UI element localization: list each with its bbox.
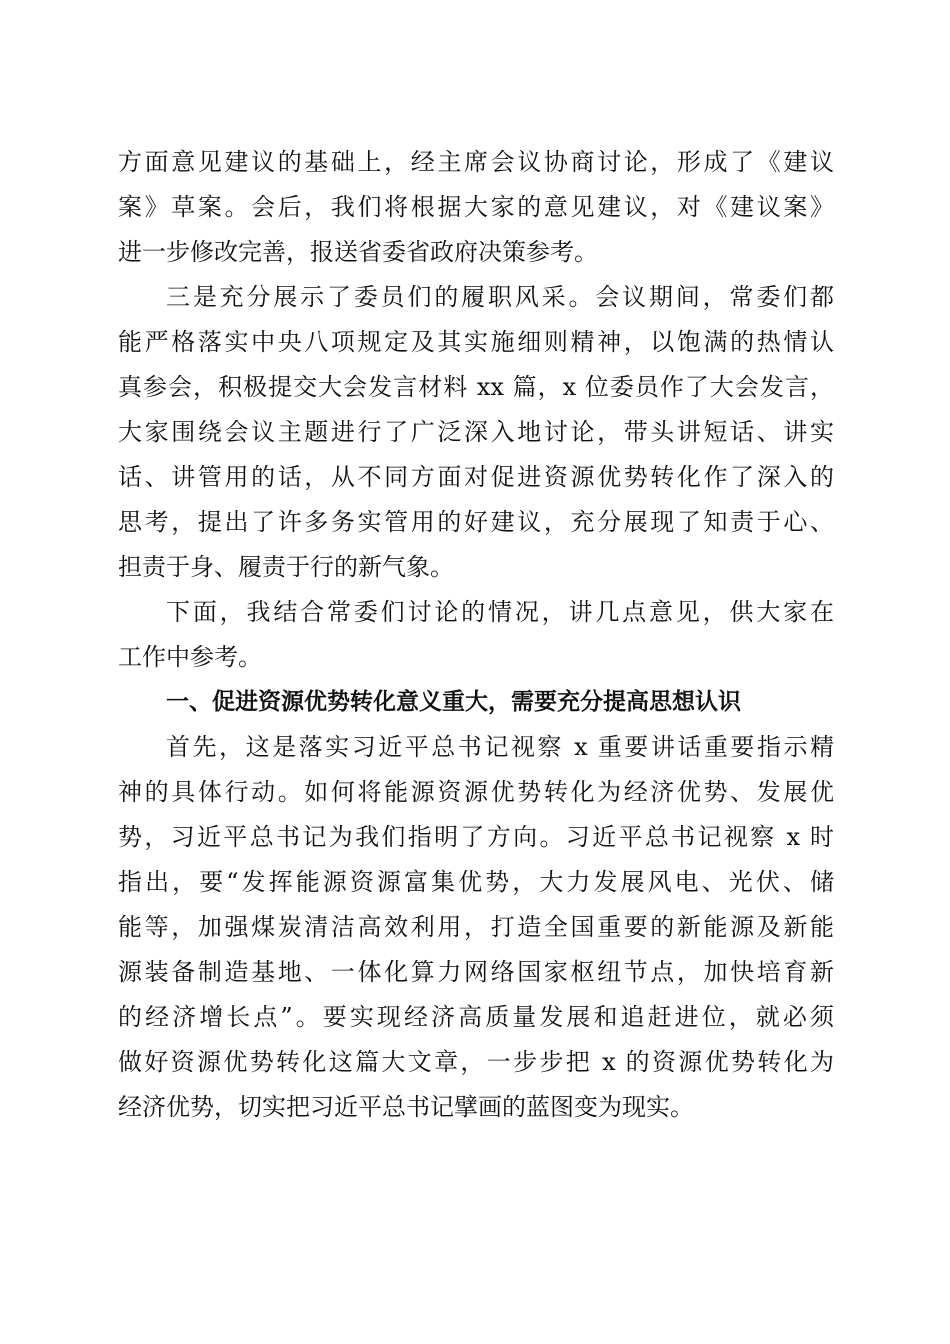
text-line: 势，习近平总书记为我们指明了方向。习近平总书记视察 x 时: [118, 823, 834, 851]
text-line: 思考，提出了许多务实管用的好建议，充分展现了知责于心、: [118, 508, 834, 536]
text-line: 案》草案。会后，我们将根据大家的意见建议，对《建议案》: [118, 193, 834, 221]
paragraph-committee-style: [118, 275, 834, 590]
text-line: 话、讲管用的话，从不同方面对促进资源优势转化作了深入的: [118, 463, 834, 491]
text-line: 工作中参考。: [118, 643, 262, 671]
text-line: 指出，要“发挥能源资源富集优势，大力发展风电、光伏、储: [118, 868, 834, 896]
text-line: 进一步修改完善，报送省委省政府决策参考。: [118, 238, 598, 266]
paragraph-continuation: [118, 140, 834, 275]
text-line: 能等，加强煤炭清洁高效利用，打造全国重要的新能源及新能: [118, 913, 834, 941]
text-line: 下面，我结合常委们讨论的情况，讲几点意见，供大家在: [166, 598, 834, 626]
text-line: 首先，这是落实习近平总书记视察 x 重要讲话重要指示精: [166, 733, 834, 761]
section-heading: [118, 680, 834, 725]
text-line: 源装备制造基地、一体化算力网络国家枢纽节点，加快培育新: [118, 958, 834, 986]
document-body: [118, 140, 834, 1130]
text-line: 真参会，积极提交大会发言材料 xx 篇，x 位委员作了大会发言，: [118, 373, 834, 401]
text-line: 的经济增长点”。要实现经济高质量发展和追赶进位，就必须: [118, 1003, 834, 1031]
text-line: 担责于身、履责于行的新气象。: [118, 553, 454, 581]
paragraph-first-point: [118, 725, 834, 1130]
text-line: 三是充分展示了委员们的履职风采。会议期间，常委们都: [166, 283, 834, 311]
text-line: 经济优势，切实把习近平总书记擘画的蓝图变为现实。: [118, 1093, 694, 1121]
paragraph-intro: [118, 590, 834, 680]
text-line: 能严格落实中央八项规定及其实施细则精神，以饱满的热情认: [118, 328, 834, 356]
text-line: 神的具体行动。如何将能源资源优势转化为经济优势、发展优: [118, 778, 834, 806]
text-line: 做好资源优势转化这篇大文章，一步步把 x 的资源优势转化为: [118, 1048, 834, 1076]
heading-line: 一、促进资源优势转化意义重大，需要充分提高思想认识: [166, 689, 741, 715]
text-line: 大家围绕会议主题进行了广泛深入地讨论，带头讲短话、讲实: [118, 418, 834, 446]
text-line: 方面意见建议的基础上，经主席会议协商讨论，形成了《建议: [118, 148, 834, 176]
